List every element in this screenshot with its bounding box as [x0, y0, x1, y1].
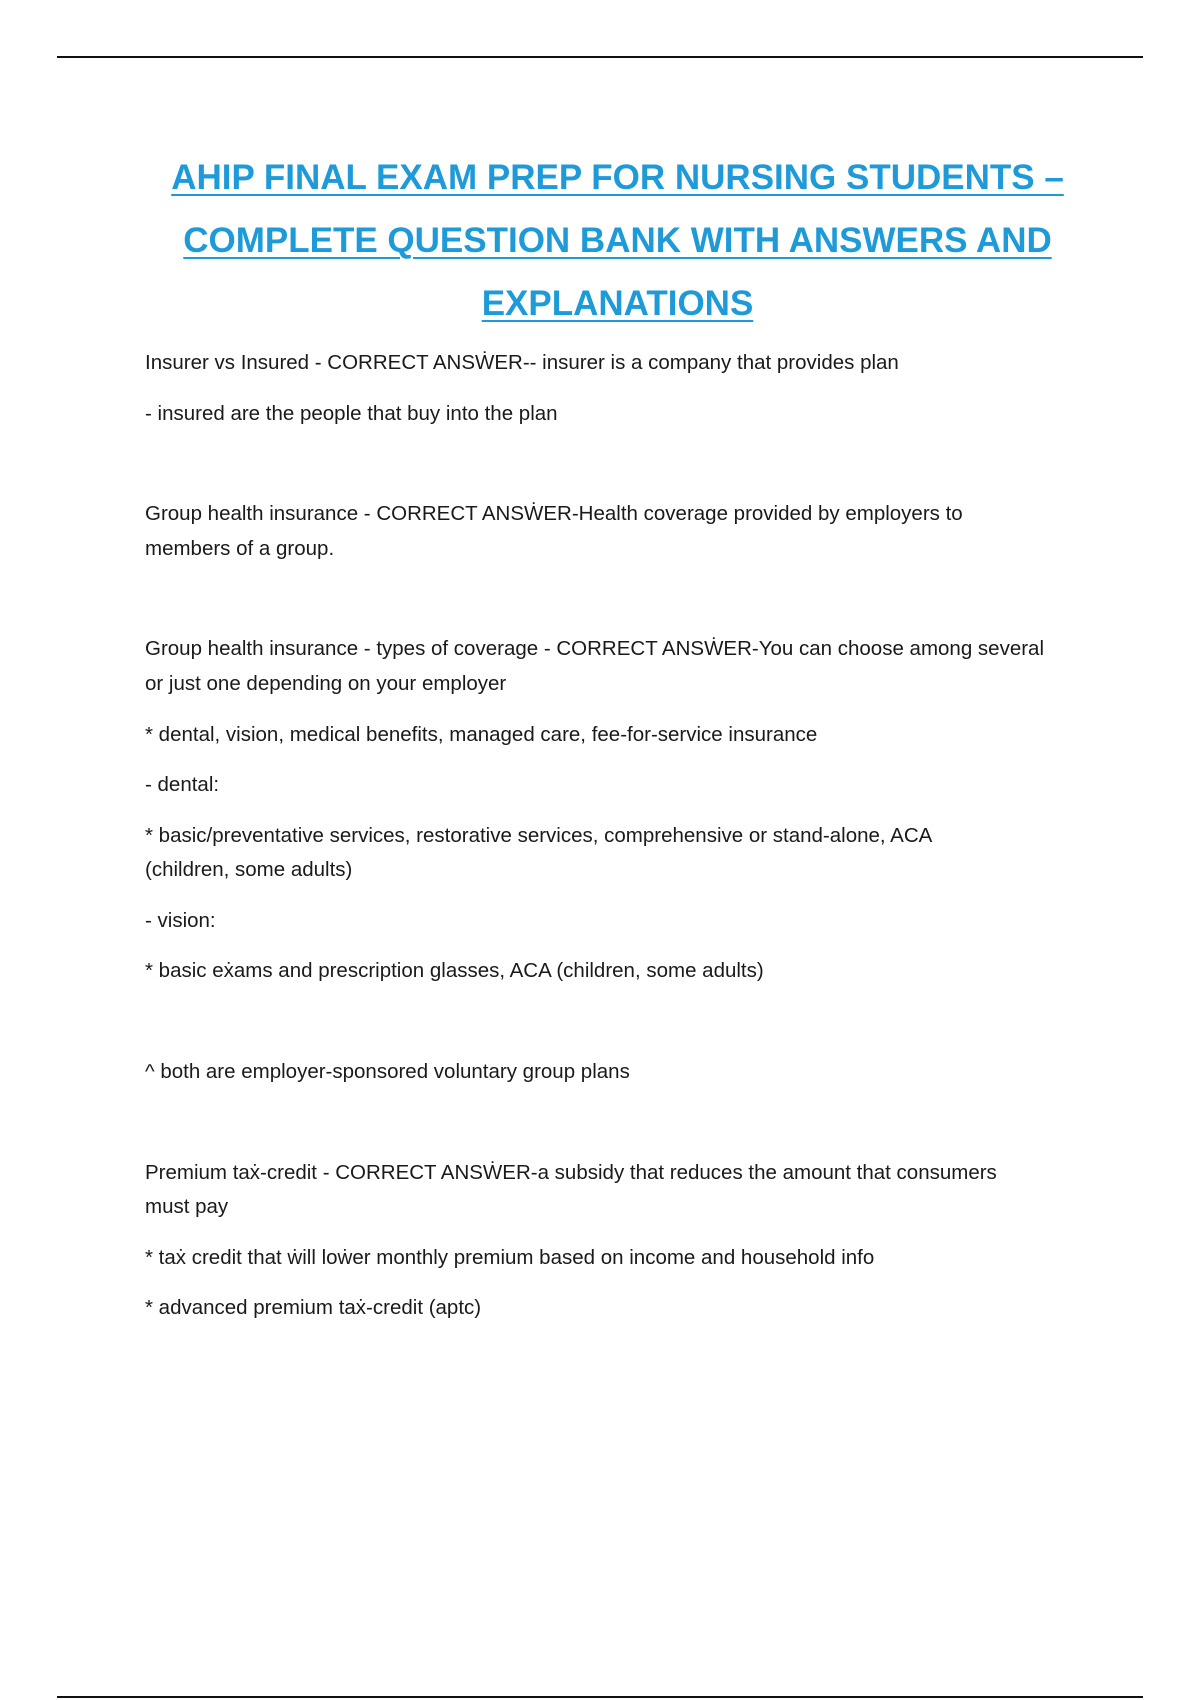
footer-rule	[57, 1696, 1143, 1698]
qa-dental-heading: - dental:	[145, 773, 220, 796]
qa-vision-heading: - vision:	[145, 909, 216, 932]
qa-premium-continuation: must pay	[145, 1195, 229, 1218]
qa-coverage-bullet: * dental, vision, medical benefits, managed care, fee-for-service insurance	[145, 723, 818, 746]
qa-dental-bullet-continuation: (children, some adults)	[145, 858, 353, 881]
qa-insurer-detail: - insured are the people that buy into the plan	[145, 402, 558, 425]
qa-dental-bullet: * basic/preventative services, restorative services, comprehensive or stand-alone, ACA	[145, 824, 933, 847]
qa-premium-question: Premium taẋ-credit - CORRECT ANSẆER-a subsidy that reduces the amount that consumers	[145, 1161, 997, 1184]
qa-vision-bullet: * basic eẋams and prescription glasses, ACA (children, some adults)	[145, 959, 764, 982]
qa-coverage-types-question: Group health insurance - types of coverage - CORRECT ANSẆER-You can choose among several	[145, 637, 1045, 660]
qa-coverage-types-continuation: or just one depending on your employer	[145, 672, 507, 695]
qa-group-health-question: Group health insurance - CORRECT ANSẆER-Health coverage provided by employers to	[145, 502, 963, 525]
qa-premium-bullet-1: * taẋ credit that ẇill loẇer monthly premium based on income and household info	[145, 1246, 875, 1269]
document-title	[120, 146, 1115, 335]
title-line-1: AHIP FINAL EXAM PREP FOR NURSING STUDENTS –	[171, 158, 1064, 197]
qa-insurer-question: Insurer vs Insured - CORRECT ANSẆER-- insurer is a company that provides plan	[145, 351, 899, 374]
qa-premium-bullet-2: * advanced premium taẋ-credit (aptc)	[145, 1296, 482, 1319]
header-rule	[57, 56, 1143, 58]
qa-group-plans-note: ^ both are employer-sponsored voluntary group plans	[145, 1060, 630, 1083]
title-line-3: EXPLANATIONS	[481, 284, 754, 323]
title-line-2: COMPLETE QUESTION BANK WITH ANSWERS AND	[183, 221, 1052, 260]
qa-group-health-continuation: members of a group.	[145, 537, 335, 560]
